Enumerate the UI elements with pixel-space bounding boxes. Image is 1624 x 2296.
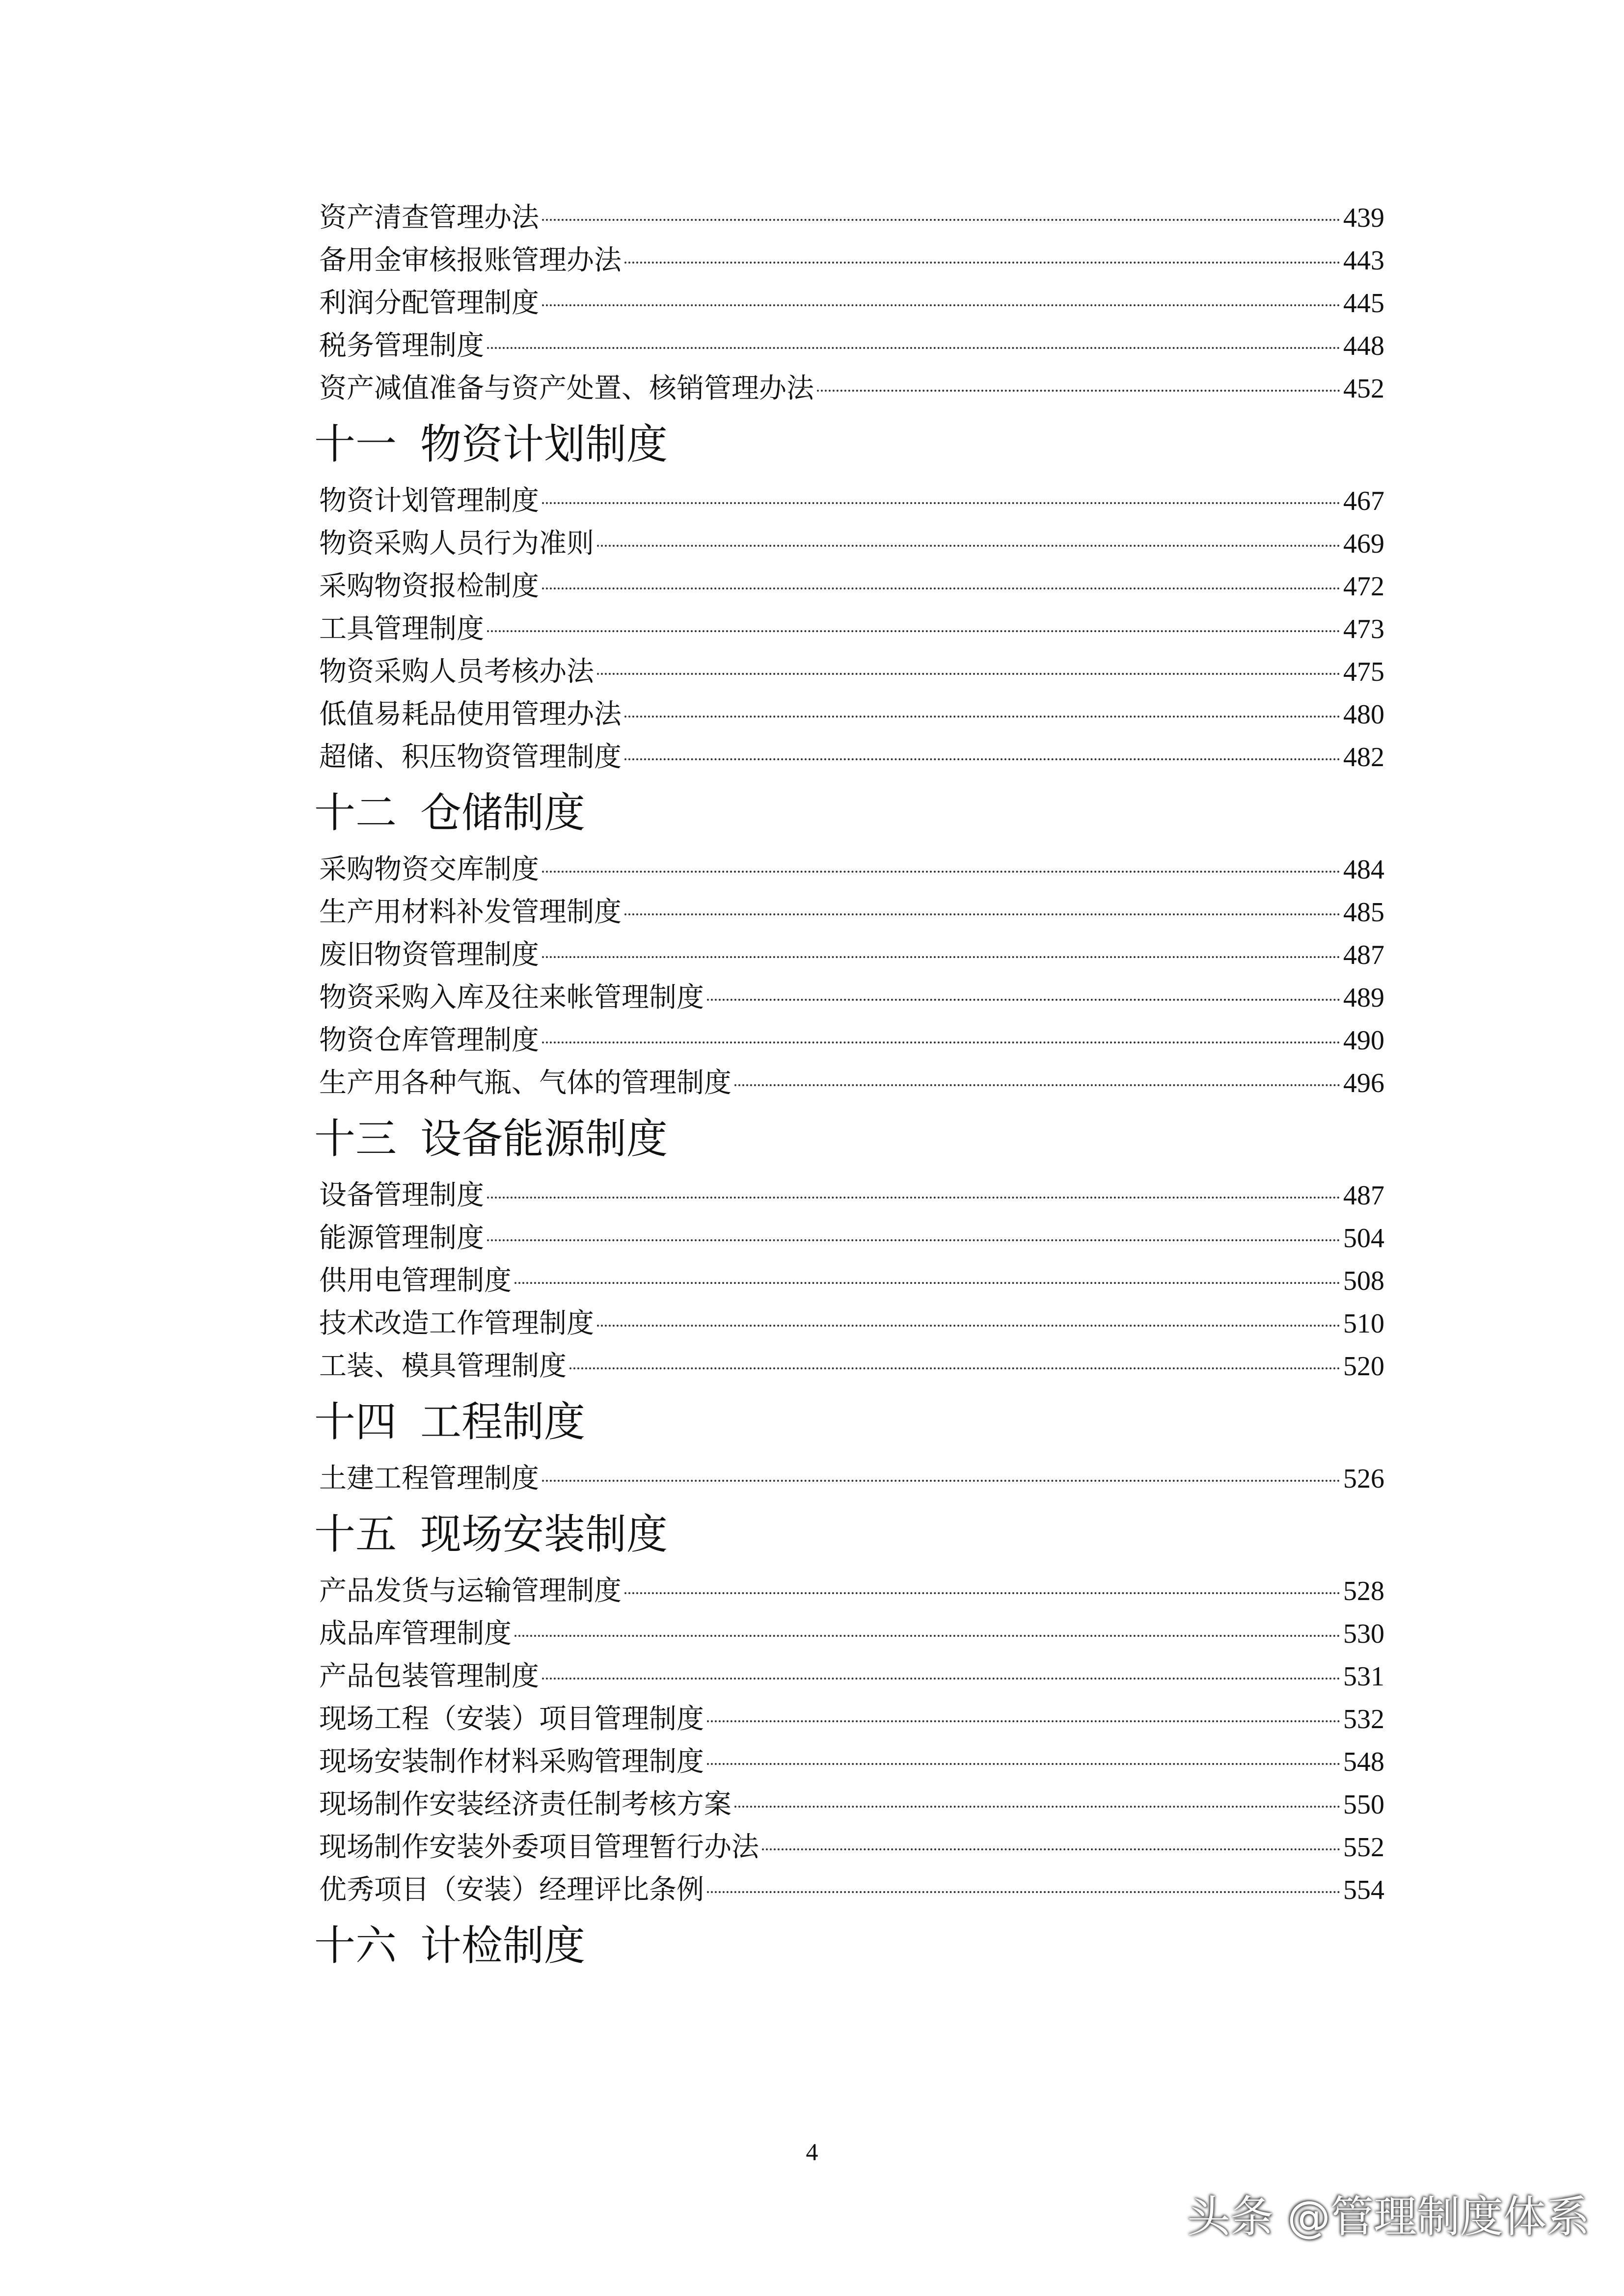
- dot-leader: [487, 347, 1340, 349]
- toc-entry-page: 554: [1343, 1875, 1384, 1905]
- dot-leader: [487, 1197, 1340, 1199]
- toc-entry[interactable]: [319, 1259, 1384, 1302]
- toc-entry-page: 448: [1343, 331, 1384, 361]
- watermark: 头条 @管理制度体系: [1187, 2191, 1590, 2242]
- table-of-contents: [314, 196, 1384, 1981]
- toc-entry[interactable]: [319, 891, 1384, 934]
- toc-entry-page: 475: [1343, 657, 1384, 687]
- dot-leader: [487, 630, 1340, 632]
- dot-leader: [624, 913, 1340, 915]
- toc-entry-page: 443: [1343, 245, 1384, 276]
- toc-entry[interactable]: [319, 1655, 1384, 1698]
- section-heading: [314, 1914, 1384, 1977]
- section-title: 设备能源制度: [420, 1115, 668, 1163]
- dot-leader: [542, 502, 1340, 504]
- toc-entry-title: 产品发货与运输管理制度: [319, 1575, 622, 1607]
- dot-leader: [762, 1848, 1340, 1850]
- toc-entry-title: 供用电管理制度: [319, 1265, 512, 1297]
- toc-entry-page: 530: [1343, 1619, 1384, 1649]
- toc-entry-page: 520: [1343, 1351, 1384, 1382]
- toc-entry-title: 成品库管理制度: [319, 1618, 512, 1650]
- toc-entry-page: 490: [1343, 1025, 1384, 1056]
- dot-leader: [569, 1367, 1340, 1369]
- toc-entry-title: 产品包装管理制度: [319, 1660, 539, 1692]
- dot-leader: [624, 716, 1340, 718]
- toc-entry-title: 物资仓库管理制度: [319, 1024, 539, 1056]
- toc-entry-title: 利润分配管理制度: [319, 287, 539, 319]
- toc-entry[interactable]: [319, 736, 1384, 778]
- toc-entry-page: 452: [1343, 374, 1384, 404]
- toc-entry-page: 510: [1343, 1308, 1384, 1339]
- toc-entry[interactable]: [319, 650, 1384, 693]
- toc-entry-page: 504: [1343, 1223, 1384, 1254]
- toc-entry[interactable]: [319, 522, 1384, 565]
- toc-entry[interactable]: [319, 565, 1384, 608]
- section-heading: [314, 1390, 1384, 1453]
- section-number: 十六: [314, 1922, 397, 1970]
- dot-leader: [624, 1592, 1340, 1594]
- dot-leader: [487, 1239, 1340, 1241]
- toc-entry-title: 采购物资报检制度: [319, 570, 539, 602]
- toc-entry-page: 487: [1343, 940, 1384, 970]
- toc-entry-title: 现场制作安装外委项目管理暂行办法: [319, 1831, 759, 1863]
- toc-entry-page: 532: [1343, 1704, 1384, 1735]
- toc-entry[interactable]: [319, 693, 1384, 736]
- toc-entry-title: 技术改造工作管理制度: [319, 1308, 594, 1339]
- toc-entry[interactable]: [319, 367, 1384, 410]
- toc-entry-title: 物资采购入库及往来帐管理制度: [319, 982, 704, 1014]
- section-heading: [314, 1503, 1384, 1566]
- dot-leader: [734, 1806, 1340, 1808]
- toc-entry-page: 550: [1343, 1789, 1384, 1820]
- toc-entry[interactable]: [319, 480, 1384, 522]
- dot-leader: [542, 956, 1340, 958]
- toc-entry-title: 税务管理制度: [319, 330, 484, 362]
- toc-entry-title: 物资计划管理制度: [319, 485, 539, 517]
- dot-leader: [707, 1763, 1340, 1765]
- dot-leader: [542, 871, 1340, 873]
- toc-entry-title: 设备管理制度: [319, 1179, 484, 1211]
- section-heading: [314, 1107, 1384, 1170]
- toc-entry-title: 现场安装制作材料采购管理制度: [319, 1746, 704, 1778]
- dot-leader: [817, 390, 1340, 392]
- toc-entry-page: 496: [1343, 1068, 1384, 1098]
- toc-entry[interactable]: [319, 848, 1384, 891]
- dot-leader: [542, 304, 1340, 306]
- toc-entry[interactable]: [319, 282, 1384, 324]
- dot-leader: [542, 1480, 1340, 1482]
- dot-leader: [514, 1635, 1340, 1637]
- dot-leader: [597, 1325, 1340, 1327]
- dot-leader: [707, 1891, 1340, 1893]
- section-title: 计检制度: [420, 1922, 586, 1970]
- toc-entry-page: 552: [1343, 1832, 1384, 1863]
- toc-entry[interactable]: [319, 1217, 1384, 1259]
- toc-entry-title: 资产清查管理办法: [319, 202, 539, 234]
- dot-leader: [514, 1282, 1340, 1284]
- toc-entry-title: 现场制作安装经济责任制考核方案: [319, 1789, 731, 1820]
- toc-entry[interactable]: [319, 1740, 1384, 1783]
- section-title: 工程制度: [420, 1398, 586, 1446]
- toc-entry-page: 508: [1343, 1266, 1384, 1296]
- toc-entry-title: 生产用各种气瓶、气体的管理制度: [319, 1067, 731, 1099]
- dot-leader: [624, 758, 1340, 760]
- section-number: 十三: [314, 1115, 397, 1163]
- toc-entry[interactable]: [319, 1783, 1384, 1826]
- section-number: 十一: [314, 420, 397, 468]
- section-number: 十五: [314, 1510, 397, 1558]
- section-heading: [314, 413, 1384, 476]
- toc-entry-title: 废旧物资管理制度: [319, 939, 539, 971]
- toc-entry-page: 482: [1343, 742, 1384, 773]
- toc-entry[interactable]: [319, 1869, 1384, 1911]
- toc-entry-page: 528: [1343, 1576, 1384, 1606]
- dot-leader: [597, 545, 1340, 547]
- toc-entry-page: 548: [1343, 1747, 1384, 1777]
- dot-leader: [624, 262, 1340, 264]
- toc-entry[interactable]: [319, 1612, 1384, 1655]
- toc-entry-title: 现场工程（安装）项目管理制度: [319, 1703, 704, 1735]
- toc-entry-title: 能源管理制度: [319, 1222, 484, 1254]
- toc-entry-title: 土建工程管理制度: [319, 1463, 539, 1495]
- section-title: 现场安装制度: [420, 1510, 668, 1558]
- toc-entry[interactable]: [319, 1826, 1384, 1869]
- toc-entry[interactable]: [319, 1570, 1384, 1612]
- toc-entry-title: 采购物资交库制度: [319, 854, 539, 885]
- toc-entry[interactable]: [319, 324, 1384, 367]
- toc-entry[interactable]: [319, 1302, 1384, 1345]
- toc-entry-title: 超储、积压物资管理制度: [319, 741, 622, 773]
- toc-entry-title: 备用金审核报账管理办法: [319, 244, 622, 276]
- toc-entry[interactable]: [319, 1345, 1384, 1388]
- dot-leader: [734, 1084, 1340, 1086]
- section-heading: [314, 781, 1384, 844]
- toc-entry-title: 优秀项目（安装）经理评比条例: [319, 1874, 704, 1906]
- toc-entry-title: 工装、模具管理制度: [319, 1350, 567, 1382]
- toc-entry-title: 工具管理制度: [319, 613, 484, 645]
- toc-entry-page: 472: [1343, 571, 1384, 602]
- page-number: 4: [806, 2138, 818, 2165]
- dot-leader: [707, 1720, 1340, 1722]
- dot-leader: [542, 1678, 1340, 1680]
- dot-leader: [542, 219, 1340, 221]
- toc-entry-page: 480: [1343, 699, 1384, 730]
- toc-entry-title: 物资采购人员考核办法: [319, 656, 594, 688]
- toc-entry-page: 469: [1343, 529, 1384, 559]
- section-title: 物资计划制度: [420, 420, 668, 468]
- toc-entry-page: 439: [1343, 203, 1384, 233]
- toc-entry[interactable]: [319, 1457, 1384, 1500]
- dot-leader: [707, 999, 1340, 1001]
- section-number: 十二: [314, 789, 397, 837]
- section-number: 十四: [314, 1398, 397, 1446]
- toc-entry[interactable]: [319, 239, 1384, 282]
- toc-entry[interactable]: [319, 934, 1384, 976]
- dot-leader: [542, 1041, 1340, 1043]
- toc-entry[interactable]: [319, 1698, 1384, 1740]
- toc-entry[interactable]: [319, 1062, 1384, 1104]
- toc-entry-title: 低值易耗品使用管理办法: [319, 698, 622, 730]
- toc-entry-page: 487: [1343, 1180, 1384, 1211]
- toc-entry[interactable]: [319, 1174, 1384, 1217]
- toc-entry-page: 485: [1343, 897, 1384, 928]
- toc-entry[interactable]: [319, 1019, 1384, 1062]
- toc-entry[interactable]: [319, 196, 1384, 239]
- toc-entry-page: 531: [1343, 1661, 1384, 1692]
- dot-leader: [597, 673, 1340, 675]
- toc-entry-title: 资产减值准备与资产处置、核销管理办法: [319, 373, 814, 404]
- toc-entry[interactable]: [319, 976, 1384, 1019]
- toc-entry-page: 473: [1343, 614, 1384, 644]
- toc-entry[interactable]: [319, 608, 1384, 650]
- toc-entry-page: 467: [1343, 486, 1384, 516]
- section-title: 仓储制度: [420, 789, 586, 837]
- toc-entry-title: 物资采购人员行为准则: [319, 528, 594, 560]
- toc-entry-page: 526: [1343, 1464, 1384, 1494]
- toc-entry-title: 生产用材料补发管理制度: [319, 896, 622, 928]
- dot-leader: [542, 587, 1340, 589]
- toc-entry-page: 445: [1343, 288, 1384, 319]
- toc-entry-page: 484: [1343, 854, 1384, 885]
- toc-entry-page: 489: [1343, 983, 1384, 1013]
